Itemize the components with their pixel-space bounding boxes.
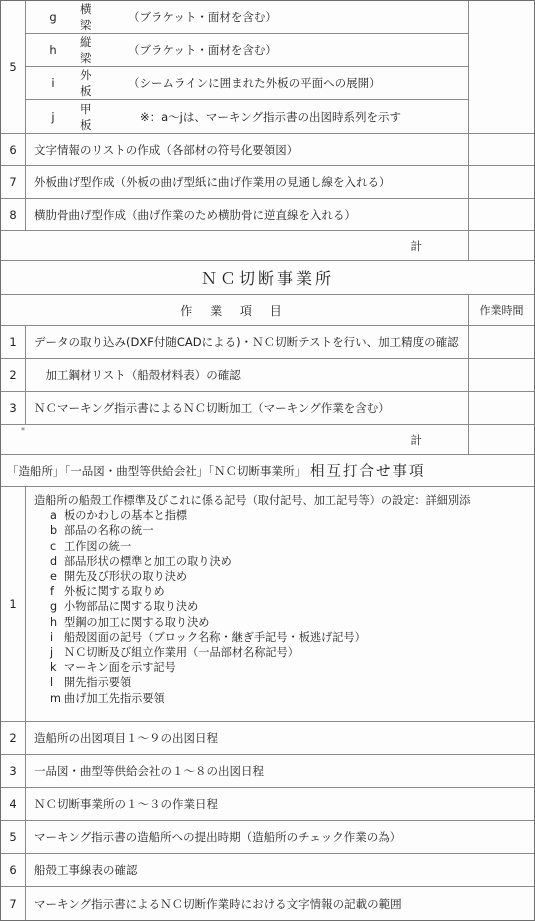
header-work-item: 作 業 項 目 bbox=[180, 303, 289, 318]
list-item-letter: a bbox=[50, 509, 57, 523]
header-work-time-cell bbox=[468, 295, 534, 325]
total-row bbox=[1, 231, 534, 261]
total-label: 計 bbox=[410, 432, 422, 447]
list-item-text: 部品形状の標準と加工の取り決め bbox=[64, 554, 232, 568]
row-text: マーキング指示書の造船所への提出時期（造船所のチェック作業の為） bbox=[34, 830, 402, 844]
row-text: 船殻工事線表の確認 bbox=[34, 863, 138, 877]
row-text: 外板曲げ型作成（外板の曲げ型紙に曲げ作業用の見通し線を入れる） bbox=[34, 175, 391, 189]
sub-item-desc: （ブラケット・面材を含む） bbox=[128, 10, 277, 24]
list-item bbox=[34, 584, 470, 599]
work-row-8 bbox=[1, 199, 534, 231]
nc-row-2 bbox=[1, 359, 534, 392]
row-text: 造船所の出図項目１～９の出図日程 bbox=[34, 731, 218, 745]
list-item bbox=[34, 615, 470, 630]
list-item-letter: c bbox=[50, 539, 57, 553]
row-number: 5 bbox=[1, 1, 26, 133]
work-time-cell bbox=[468, 392, 534, 424]
row-number: 8 bbox=[1, 199, 26, 230]
total-label: 計 bbox=[410, 238, 422, 253]
list-item-text: マーキン面を示す記号 bbox=[64, 661, 176, 675]
sub-item-g bbox=[26, 1, 468, 34]
work-time-cell bbox=[468, 359, 534, 391]
row-number: 1 bbox=[1, 326, 26, 358]
row-number: 2 bbox=[1, 359, 26, 391]
sub-item-h bbox=[26, 34, 468, 67]
list-item bbox=[34, 539, 470, 554]
list-item-text: 部品の名称の統一 bbox=[64, 524, 154, 538]
nc-row-3 bbox=[1, 392, 534, 425]
header-work-time: 作業時間 bbox=[479, 304, 524, 317]
work-row-group-5 bbox=[1, 1, 534, 134]
work-row-6 bbox=[1, 134, 534, 166]
list-item-letter: d bbox=[50, 554, 58, 568]
list-item bbox=[34, 645, 470, 660]
mutual-row-4 bbox=[1, 788, 534, 821]
row-number: 3 bbox=[1, 755, 26, 787]
list-item bbox=[34, 508, 470, 523]
list-item-letter: b bbox=[50, 524, 58, 538]
mutual-section-title bbox=[1, 455, 534, 486]
list-item-text: 開先及び形状の取り決め bbox=[64, 570, 188, 584]
mutual-row-1 bbox=[1, 487, 534, 722]
list-item-letter: e bbox=[50, 570, 57, 584]
list-item bbox=[34, 554, 470, 569]
list-item-text: 曲げ加工先指示要領 bbox=[64, 691, 165, 705]
sub-item-i bbox=[26, 67, 468, 100]
row-text: 加工鋼材リスト（船殻材料表）の確認 bbox=[34, 368, 241, 382]
nc-row-1 bbox=[1, 326, 534, 359]
row-text: データの取り込み(DXF付随CADによる)・ＮＣ切断テストを行い、加工精度の確認 bbox=[34, 335, 459, 349]
row-number: 3 bbox=[1, 392, 26, 424]
list-item bbox=[34, 691, 470, 706]
row-number: 6 bbox=[1, 854, 26, 886]
list-item-letter: j bbox=[50, 646, 54, 660]
list-item bbox=[34, 675, 470, 690]
list-item-text: 船殻図面の記号（ブロック名称・継ぎ手記号・板逃げ記号） bbox=[64, 630, 366, 644]
list-item bbox=[34, 523, 470, 538]
mutual-row-3 bbox=[1, 755, 534, 788]
mutual-row-2 bbox=[1, 722, 534, 755]
work-time-cell bbox=[468, 166, 534, 198]
sub-item-letter: i bbox=[51, 76, 55, 90]
total-time-cell bbox=[468, 231, 534, 260]
row-text: ＮＣマーキング指示書によるＮＣ切断加工（マーキング作業を含む） bbox=[34, 401, 390, 415]
row-text: 横肋骨曲げ型作成（曲げ作業のため横肋骨に逆直線を入れる） bbox=[34, 207, 356, 222]
sub-item-desc: （シームラインに囲まれた外板の平面への展開） bbox=[128, 76, 381, 90]
work-time-cell bbox=[468, 199, 534, 230]
mutual-row-6 bbox=[1, 854, 534, 887]
sub-item-desc: （ブラケット・面材を含む） bbox=[128, 43, 277, 57]
list-item-letter: i bbox=[50, 630, 54, 644]
work-time-cell bbox=[468, 134, 534, 165]
list-item-letter: l bbox=[50, 676, 54, 690]
row-number: 7 bbox=[1, 166, 26, 198]
row-number: 4 bbox=[1, 788, 26, 820]
total-time-cell bbox=[468, 425, 534, 454]
row-text: マーキング指示書によるＮＣ切断作業時における文字情報の記載の範囲 bbox=[34, 896, 402, 911]
row-number: 5 bbox=[1, 821, 26, 853]
list-item-text: 開先指示要領 bbox=[64, 676, 132, 690]
row-text: 一品図・曲型等供給会社の１～８の出図日程 bbox=[34, 764, 264, 778]
sub-item-member: 横 梁 bbox=[80, 2, 106, 32]
sub-item-member: 甲 板 bbox=[80, 102, 106, 132]
list-item-letter: k bbox=[50, 661, 57, 675]
row-number: 2 bbox=[1, 722, 26, 754]
mutual-title-prefix: 「造船所」「一品図・曲型等供給会社」「ＮＣ切断事業所」 bbox=[7, 463, 306, 478]
nc-header-row bbox=[1, 295, 534, 326]
row-number: 1 bbox=[1, 487, 26, 721]
nc-section-title-row bbox=[1, 261, 534, 295]
list-item-text: ＮＣ切断及び組立作業用（一品部材名称記号） bbox=[64, 646, 299, 660]
work-row-7 bbox=[1, 166, 534, 199]
sub-item-letter: h bbox=[49, 43, 57, 57]
mutual-item-1-content bbox=[34, 493, 470, 706]
list-item-text: 型鋼の加工に関する取り決め bbox=[64, 615, 210, 629]
list-item-letter: f bbox=[50, 585, 54, 599]
list-item bbox=[34, 660, 470, 675]
sub-item-letter: j bbox=[51, 110, 55, 124]
row-text: ＮＣ切断事業所の１～３の作業日程 bbox=[34, 797, 218, 811]
list-item-text: 工作図の統一 bbox=[64, 539, 132, 553]
nc-total-row bbox=[1, 425, 534, 455]
list-item-text: 外板に関する取りめ bbox=[64, 585, 165, 599]
sub-item-member: 縦 梁 bbox=[80, 35, 106, 65]
list-item bbox=[34, 630, 470, 645]
sub-item-desc: ※：a～jは、マーキング指示書の出図時系列を示す bbox=[140, 110, 402, 124]
row-number: 6 bbox=[1, 134, 26, 165]
list-item-text: 小物部品に関する取り決め bbox=[64, 600, 199, 614]
row-text: 文字情報のリストの作成（各部材の符号化要領図） bbox=[34, 142, 299, 157]
list-item-letter: h bbox=[50, 615, 58, 629]
work-time-cell bbox=[468, 1, 534, 133]
mutual-row-5 bbox=[1, 821, 534, 854]
nc-section-title: ＮＣ切断事業所 bbox=[200, 269, 334, 288]
sub-item-letter: g bbox=[49, 10, 57, 24]
list-item bbox=[34, 569, 470, 584]
mutual-row-7 bbox=[1, 887, 534, 920]
list-item-text: 板のかわしの基本と指標 bbox=[64, 509, 188, 523]
row-number: 7 bbox=[1, 887, 26, 920]
mutual-title-main: 相互打合せ事項 bbox=[310, 464, 426, 480]
work-time-cell bbox=[468, 326, 534, 358]
sub-item-j bbox=[26, 100, 468, 134]
total-mark: * bbox=[21, 426, 25, 435]
list-item-letter: m bbox=[50, 691, 61, 705]
list-item-letter: g bbox=[50, 600, 58, 614]
mutual-section-title-row bbox=[1, 455, 534, 487]
list-item bbox=[34, 599, 470, 614]
mutual-item-1-intro: 造船所の船殻工作標準及びこれに係る記号（取付記号、加工記号等）の設定：詳細別添 bbox=[34, 494, 471, 507]
sub-item-member: 外 板 bbox=[80, 68, 106, 98]
